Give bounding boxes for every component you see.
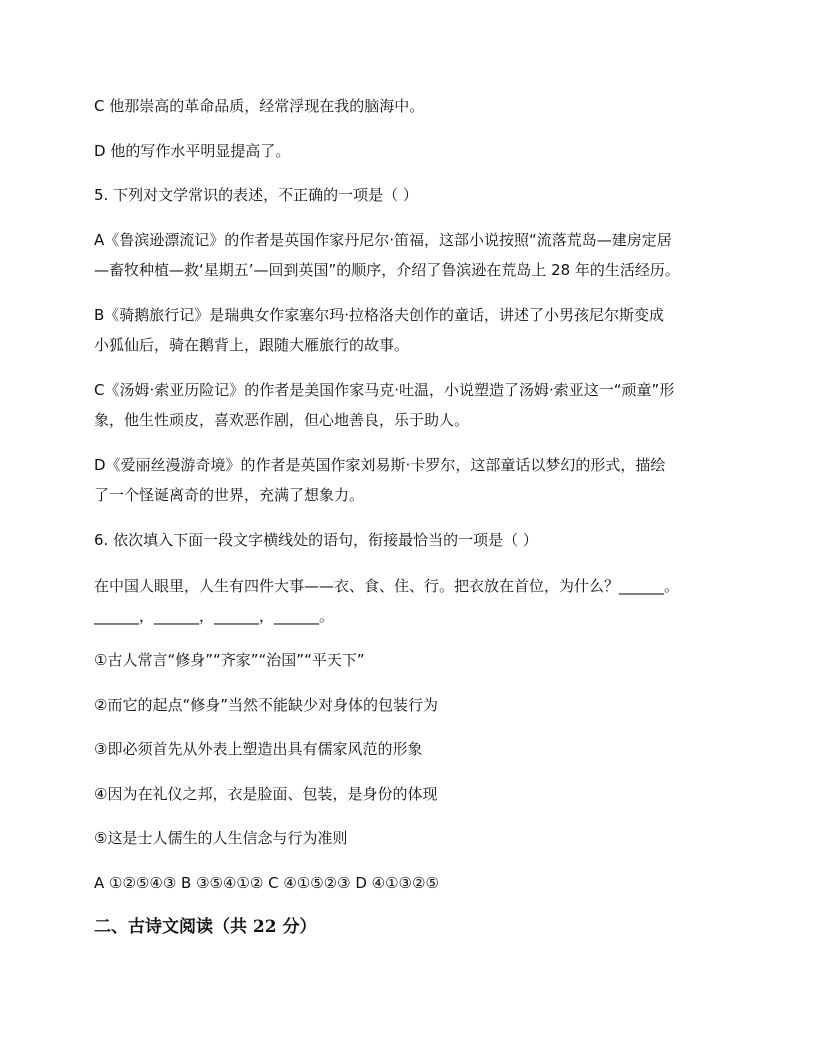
q5-option-b-line-2: 小狐仙后，骑在鹅背上，跟随大雁旅行的故事。 xyxy=(94,336,410,354)
q6-sentence-2: ②而它的起点“修身”当然不能缺少对身体的包装行为 xyxy=(94,696,438,714)
option-d-text: D 他的写作水平明显提高了。 xyxy=(94,142,291,160)
question-6-stem: 6. 依次填入下面一段文字横线处的语句，衔接最恰当的一项是（ ） xyxy=(94,531,538,549)
q6-sentence-5: ⑤这是士人儒生的人生信念与行为准则 xyxy=(94,829,348,847)
question-5-stem: 5. 下列对文学常识的表述，不正确的一项是（ ） xyxy=(94,186,418,204)
q5-option-a-line-1: A《鲁滨逊漂流记》的作者是英国作家丹尼尔·笛福，这部小说按照“流落荒岛—建房定居 xyxy=(94,231,672,249)
section-heading: 二、古诗文阅读（共 22 分） xyxy=(94,917,317,937)
q6-passage-line-2: ______，______，______，______。 xyxy=(94,607,335,625)
option-c-text: C 他那崇高的革命品质，经常浮现在我的脑海中。 xyxy=(94,97,425,115)
q6-answer-options: A ①②⑤④③ B ③⑤④①② C ④①⑤②③ D ④①③②⑤ xyxy=(94,874,439,892)
q6-sentence-3: ③即必须首先从外表上塑造出具有儒家风范的形象 xyxy=(94,740,423,758)
q5-option-c-line-1: C《汤姆·索亚历险记》的作者是美国作家马克·吐温，小说塑造了汤姆·索亚这一“顽童”形 xyxy=(94,381,675,399)
q6-sentence-1: ①古人常言“修身”“齐家”“治国”“平天下” xyxy=(94,651,365,669)
q5-option-a-line-2: —畜牧种植—救‘星期五’—回到英国”的顺序，介绍了鲁滨逊在荒岛上 28 年的生活经历。 xyxy=(94,261,680,279)
q5-option-c-line-2: 象，他生性顽皮，喜欢恶作剧，但心地善良，乐于助人。 xyxy=(94,411,470,429)
q5-option-b-line-1: B《骑鹅旅行记》是瑞典女作家塞尔玛·拉格洛夫创作的童话，讲述了小男孩尼尔斯变成 xyxy=(94,306,665,324)
q5-option-d-line-2: 了一个怪诞离奇的世界，充满了想象力。 xyxy=(94,486,365,504)
q6-passage-line-1: 在中国人眼里，人生有四件大事——衣、食、住、行。把衣放在首位，为什么？______。 xyxy=(94,577,680,595)
q6-sentence-4: ④因为在礼仪之邦，衣是脸面、包装，是身份的体现 xyxy=(94,785,438,803)
q5-option-d-line-1: D《爱丽丝漫游奇境》的作者是英国作家刘易斯·卡罗尔，这部童话以梦幻的形式，描绘 xyxy=(94,456,666,474)
